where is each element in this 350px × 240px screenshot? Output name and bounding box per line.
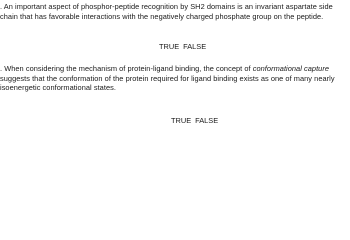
question-2-number: .: [0, 64, 3, 73]
question-1-choices: [159, 42, 210, 51]
question-1-text: [0, 2, 348, 21]
question-1-number: .: [0, 2, 3, 11]
question-1-statement: An important aspect of phosphor-peptide recognition by SH2 domains is an invariant aspartate side chain that has favorable interactions with the negatively charged phosphate group on the peptide.: [0, 2, 333, 21]
question-2-false-option[interactable]: FALSE: [195, 116, 219, 125]
question-1: [0, 2, 348, 21]
question-2: [0, 64, 348, 93]
question-2-emphasis: conformational capture: [252, 64, 330, 73]
question-2-choices: [171, 116, 222, 125]
question-2-statement-end: suggests that the conformation of the protein required for ligand binding exists as one of many nearly isoenergetic conformational states.: [0, 73, 335, 93]
question-2-statement-start: When considering the mechanism of protein-ligand binding, the concept of: [2, 64, 253, 73]
question-1-false-option[interactable]: FALSE: [183, 42, 207, 51]
question-1-true-option[interactable]: TRUE: [159, 42, 180, 51]
question-2-text: [0, 64, 348, 93]
question-2-true-option[interactable]: TRUE: [171, 116, 192, 125]
